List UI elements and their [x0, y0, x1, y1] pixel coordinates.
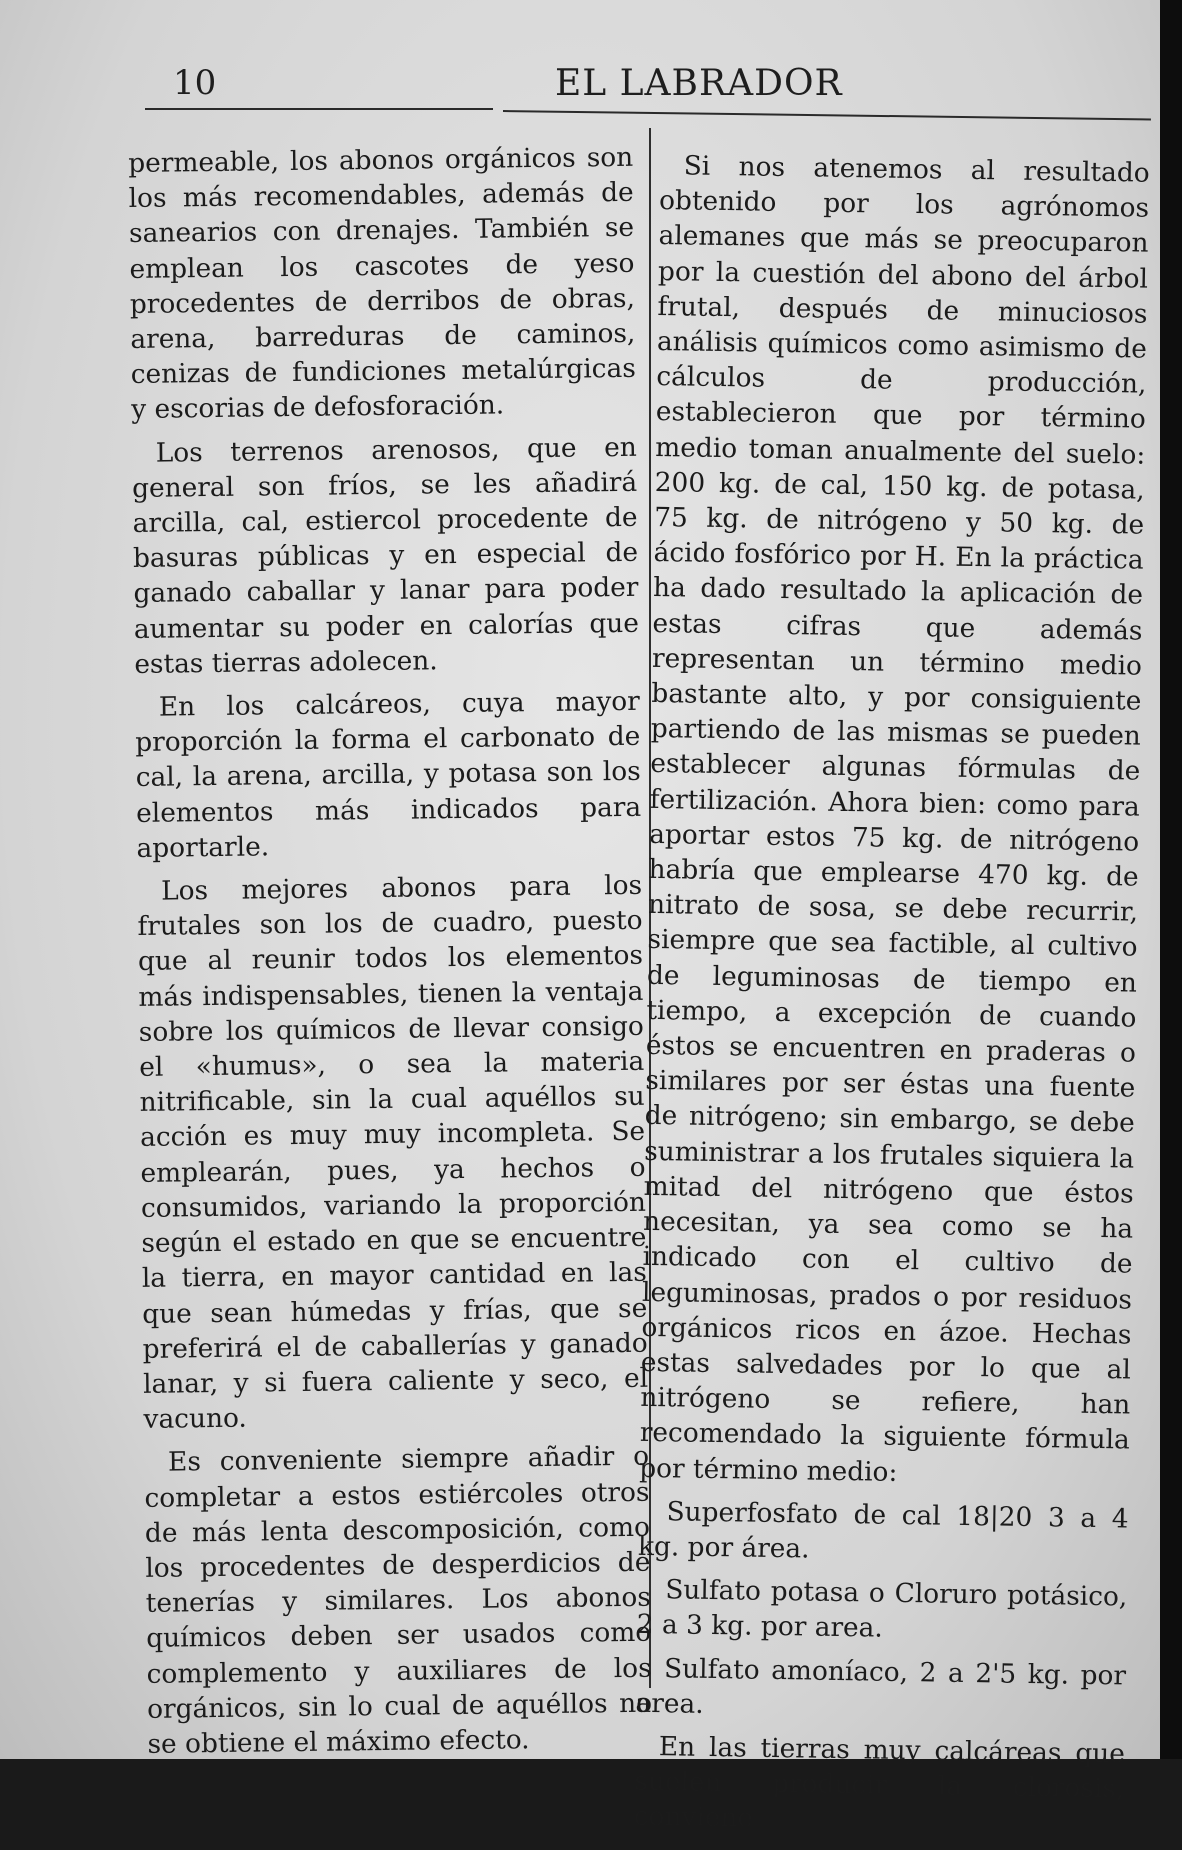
formula-line: Sulfato potasa o Cloruro potásico, 2 a 3 kg. por area.	[636, 1574, 1128, 1645]
left-column	[128, 140, 653, 1770]
paragraph: En las tierras muy calcáreas que suelen producir la clorosis, conviene	[633, 1731, 1126, 1835]
paragraph: Si nos atenemos al resultado obtenido por los agrónomos alemanes que más se preocuparon por la cuestión del abono del árbol frutal, después de minuciosos análisis químicos como asimismo de cálculos de producción, establecieron que por término medio toman anualmente del suelo: 200 kg. de cal, 150 kg. de potasa, 75 kg. de nitrógeno y 50 kg. de ácido fosfórico por H. En la práctica ha dado resultado la aplicación de estas cifras que además representan un término medio bastante alto, y por consiguiente partiendo de las mismas se pueden establecer algunas fórmulas de fertilización. Ahora bien: como para aportar estos 75 kg. de nitrógeno habría que emplearse 470 kg. de nitrato de sosa, se debe recurrir, siempre que sea factible, al cultivo de leguminosas de tiempo en tiempo, a excepción de cuando éstos se encuentren en praderas o similares por ser éstas una fuente de nitrógeno; sin embargo, se debe suministrar a los frutales siquiera la mitad del nitrógeno que éstos necesitan, ya sea como se ha indicado con el cultivo de leguminosas, prados o por residuos orgánicos ricos en ázoe. Hechas estas salvedades por lo que al nitrógeno se refiere, han recomendado la siguiente fórmula por término medio:	[639, 150, 1150, 1488]
page-header	[145, 55, 1145, 115]
formula-line: Sulfato amoníaco, 2 a 2'5 kg. por area.	[635, 1652, 1127, 1720]
paragraph: Los mejores abonos para los frutales son los de cuadro, puesto que al reunir todos los elementos más indispensables, tienen la ventaja sobre los químicos de llevar consigo el «humus», o sea la materia nitrificable, sin la cual aquéllos su acción es muy muy incompleta. Se emplearán, pues, ya hechos o consumidos, variando la proporción según el estado en que se encuentre la tierra, en mayor cantidad en las que sean húmedas y frías, que se preferirá el de caballerías y ganado lanar, y si fuera caliente y seco, el vacuno.	[137, 869, 649, 1436]
paragraph: Es conveniente siempre añadir o completar a estos estiércoles otros de más lenta descomposición, como los procedentes de desperdicios de tenerías y similares. Los abonos químicos deben ser usados como complemento y auxiliares de los orgánicos, sin lo cual de aquéllos no se obtiene el máximo efecto.	[144, 1441, 653, 1760]
right-column	[633, 148, 1150, 1850]
formula-line: Superfosfato de cal 18|20 3 a 4 kg. por área.	[637, 1495, 1129, 1565]
paragraph: Los terrenos arenosos, que en general son fríos, se les añadirá arcilla, cal, estiercol procedente de basuras públicas y en especial de ganado caballar y lanar para poder aumentar su poder en calorías que estas tierras adolecen.	[131, 431, 640, 680]
header-rule-left	[145, 108, 493, 110]
page-number: 10	[173, 63, 217, 103]
paragraph: permeable, los abonos orgánicos son los más recomendables, además de sanearios con drenajes. También se emplean los cascotes de yeso procedentes de derribos de obras, arena, barreduras de caminos, cenizas de fundiciones metalúrgicas y escorias de defosforación.	[128, 141, 636, 426]
scan-dark-edge	[1160, 0, 1182, 1759]
paragraph: En los calcáreos, cuya mayor proporción la forma el carbonato de cal, la arena, arcilla, y potasa son los elementos más indicados para aportarle.	[135, 685, 642, 864]
running-title: EL LABRADOR	[555, 63, 843, 104]
